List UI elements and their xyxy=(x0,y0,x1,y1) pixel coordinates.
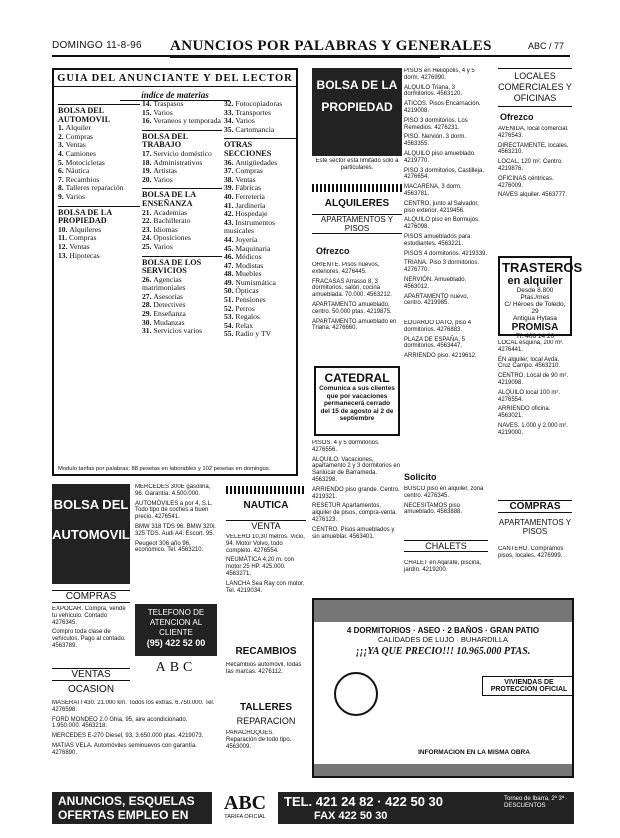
guide-index-number: 53. xyxy=(224,312,236,322)
ofrezco-heading-1: Ofrezco xyxy=(316,246,350,256)
guide-index-number: 7. xyxy=(58,174,66,184)
guide-index-number: 54. xyxy=(224,320,236,330)
guide-subtitle: índice de materias xyxy=(120,90,230,101)
guide-index-label: Ventas xyxy=(69,241,90,251)
guide-index-label: Náutica xyxy=(65,166,90,176)
alquileres-heading: ALQUILERES xyxy=(324,198,390,209)
guide-index-number: 43. xyxy=(224,217,236,227)
guide-index-number: 35. xyxy=(224,124,236,134)
guide-index-number: 27. xyxy=(142,291,154,301)
guide-index-number: 5. xyxy=(58,157,66,167)
promo-sub: CALIDADES DE LUJO · BUHARDILLA xyxy=(377,635,509,644)
guide-index-label: Detectives xyxy=(153,300,186,310)
footer-tel: TEL. 421 24 82 · 422 50 30 xyxy=(284,794,443,809)
guide-index-number: 28. xyxy=(142,300,154,310)
guide-index-label: Varios xyxy=(153,174,173,184)
guide-index-number: 17. xyxy=(142,148,154,158)
chalets-heading: CHALETS xyxy=(404,540,488,552)
guide-index-number: 31. xyxy=(142,326,154,336)
ofrezco-heading-2: Ofrezco xyxy=(500,112,534,122)
header-rule-2 xyxy=(170,55,440,58)
guide-index-label: Varios xyxy=(65,191,85,201)
nautica-text: VELERO 10,30 metros. Vicio, 94. Motor Volvo, todo completo. 4276554. NEUMÁTICA 4,20 m. con motor 25 HP. 425.000. 4563271. LANCHA Sea Ray con motor. Tel. 4219034. xyxy=(226,534,305,594)
guide-index-number: 23. xyxy=(142,224,154,234)
guide-index-label: Varios xyxy=(153,107,173,117)
guide-index-label: Artistas xyxy=(153,166,178,176)
guide-index-label: Agencias matrimoniales xyxy=(142,274,186,293)
guide-section-heading: BOLSA DE LA PROPIEDAD xyxy=(58,206,140,226)
bolsa-propiedad-banner: BOLSA DE LA PROPIEDAD xyxy=(312,68,402,156)
guide-index-label: Talleres reparación xyxy=(65,183,124,193)
guide-index-number: 24. xyxy=(142,233,154,243)
right-col-text-3: CANTERO. Compramos pisos, locales. 4276999. xyxy=(498,546,564,559)
guide-index-label: Ferretería xyxy=(235,191,265,201)
guide-index-label: Instrumentos musicales xyxy=(224,217,276,236)
guide-index-number: 9. xyxy=(58,191,66,201)
left-ads-text-1: MERCEDES 300E gasolina, 96. Garantía. 4.500.000. AUTOMÓVILES a por 4, S.L. Todo tipo de coches a buen precio. 4276541. BMW 318 TDS 96. BMW 320i. 325 TDS. Audi A4. Escort. 95. Peugeot 306 año 96, económico. Tel. 4563210. xyxy=(135,484,216,554)
bolsa-automovil-banner xyxy=(52,484,130,584)
guide-index-label: Numismática xyxy=(235,277,276,287)
guide-index-number: 41. xyxy=(224,200,236,210)
guide-index-number: 26. xyxy=(142,274,154,284)
guide-title: GUIA DEL ANUNCIANTE Y DEL LECTOR xyxy=(54,70,296,87)
guide-index-label: Transportes xyxy=(235,107,271,117)
guide-index-number: 19. xyxy=(142,166,154,176)
guide-section-heading: BOLSA DE LOS SERVICIOS xyxy=(142,256,222,276)
guide-index-label: Ventas xyxy=(235,174,256,184)
promo-header-band xyxy=(314,600,572,622)
guide-index-number: 22. xyxy=(142,216,154,226)
guide-index-label: Modistas xyxy=(235,260,264,270)
guide-index-number: 36. xyxy=(224,157,236,167)
trasteros-zona: Antigua Hytasa xyxy=(512,315,558,322)
guide-index-label: Enseñanza xyxy=(153,309,186,319)
footer-band xyxy=(52,792,574,824)
promisa-tel: Tf. 406 14 20 xyxy=(515,333,555,340)
guide-index-label: Jardinería xyxy=(235,200,266,210)
guide-index-item xyxy=(224,126,296,135)
guide-index-label: Fotocopiadoras xyxy=(235,99,283,108)
guide-index-item xyxy=(224,330,296,339)
guide-index-number: 37. xyxy=(224,166,236,176)
guide-index-number: 6. xyxy=(58,166,66,176)
guide-section-heading: BOLSA DEL TRABAJO xyxy=(142,130,222,150)
promo-info: INFORMACION EN LA MISMA OBRA xyxy=(418,749,530,756)
guide-footnote: Modulo tarifas por palabras: 88 pesetas en laborables y 102 pesetas en domingos. xyxy=(58,465,271,472)
guide-index-number: 2. xyxy=(58,131,66,141)
guide-index-number: 29. xyxy=(142,309,154,319)
guide-index-number: 46. xyxy=(224,252,236,262)
guide-index-label: Relax xyxy=(235,320,254,330)
guide-index-number: 20. xyxy=(142,174,154,184)
guide-index-number: 34. xyxy=(224,116,236,126)
footer-left-1: ANUNCIOS, ESQUELAS xyxy=(58,794,195,808)
promo-footer-band xyxy=(314,764,572,776)
guide-index-label: Mudanzas xyxy=(153,317,185,327)
guide-section-heading: BOLSA DEL AUTOMOVIL xyxy=(58,104,140,124)
compras-heading-right: COMPRAS xyxy=(498,500,572,513)
promo-logo xyxy=(334,672,378,716)
propiedad-intro: Este sector está limitado solo a particulares. xyxy=(315,158,399,171)
guide-index-label: Cartomancia xyxy=(235,124,275,134)
guide-index-label: Veraneos y temporada xyxy=(153,116,221,126)
header-date: DOMINGO 11-8-96 xyxy=(52,40,142,51)
talleres-heading: TALLERES xyxy=(239,702,293,713)
catedral-text: Comunica a sus clientes que por vacaciones permanecerá cerrado del 15 de agosto al 2 de septiembre xyxy=(319,385,395,422)
guide-index-number: 25. xyxy=(142,241,154,251)
trasteros-title: TRASTEROS xyxy=(502,260,583,275)
guide-index-number: 44. xyxy=(224,234,236,244)
guide-index-label: Compras xyxy=(65,131,94,141)
promisa-label: PROMISA xyxy=(511,322,559,333)
footer-fax: FAX 422 50 30 xyxy=(314,810,388,822)
guide-index-item xyxy=(142,176,222,185)
guide-index-label: Traspasos xyxy=(153,99,184,108)
guide-index-label: Médicos xyxy=(235,252,262,262)
promo-ad xyxy=(312,598,574,778)
catedral-ad xyxy=(314,366,400,436)
solicito-heading: Solicito xyxy=(404,472,437,482)
trasteros-ad xyxy=(498,256,583,340)
guide-column-1 xyxy=(58,100,140,260)
advertiser-guide xyxy=(52,68,298,476)
guide-index-number: 1. xyxy=(58,123,66,133)
middle-col-text-1: ORIENTE. Pisos nuevos, exteriores. 4276445. FRACASAS Arrasso 8, 3 dormitorios, salón, cocina amueblada. 70.000. 4563212. APARTAMENTO amueblado, centro. 50.000 ptas. 4219875. APARTAMENTO amueblado en Triana. 4276660. xyxy=(312,262,397,332)
guide-column-2 xyxy=(142,100,222,336)
guide-section-heading: BOLSA DE LA ENSEÑANZA xyxy=(142,188,222,208)
right-col-text-1: AVENIDA, local comercial. 4276543. DIRECTAMENTE, locales. 4563210. LOCAL, 120 m². Centro. 4219876. OFICINAS céntricas. 4276009. NAVES alquiler. 4563777. xyxy=(498,126,569,199)
nautica-heading: NAUTICA xyxy=(243,500,289,511)
abc-logo-small: ABC xyxy=(155,660,197,675)
guide-index-item xyxy=(142,276,222,293)
propiedad-bar xyxy=(312,184,402,192)
guide-index-number: 21. xyxy=(142,207,154,217)
guide-index-label: Servicios varios xyxy=(153,326,203,336)
guide-index-item xyxy=(142,117,222,126)
guide-index-label: Regalos xyxy=(235,312,260,322)
locales-heading: LOCALES COMERCIALES Y OFICINAS xyxy=(498,68,572,107)
guide-index-number: 55. xyxy=(224,329,236,339)
guide-index-number: 8. xyxy=(58,183,66,193)
guide-index-number: 12. xyxy=(58,241,70,251)
promo-side: VIVIENDAS DE PROTECCIÓN OFICIAL xyxy=(482,676,574,696)
guide-index-label: Antigüedades xyxy=(235,157,278,167)
guide-index-label: Bachillerato xyxy=(153,216,191,226)
bolsa-automovil-label: BOLSA DEL AUTOMOVIL xyxy=(52,497,130,542)
guide-index-label: Pensiones xyxy=(235,295,266,305)
guide-index-number: 42. xyxy=(224,209,236,219)
middle-right-text-2: EDUARDO DATO, piso 4 dormitorios. 4276883. PLAZA DE ESPAÑA, 5 dormitorios. 4563447. ARRIENDO piso. 4219612. xyxy=(404,320,477,360)
guide-index-number: 18. xyxy=(142,157,154,167)
apartamentos-heading-right: APARTAMENTOS Y PISOS xyxy=(498,518,572,536)
recambios-heading: RECAMBIOS xyxy=(235,646,297,657)
guide-index-number: 13. xyxy=(58,250,70,260)
guide-index-number: 16. xyxy=(142,116,154,126)
guide-index-number: 4. xyxy=(58,148,66,158)
guide-column-3 xyxy=(224,100,296,339)
guide-index-item xyxy=(142,327,222,336)
guide-index-label: Compras xyxy=(68,233,97,243)
guide-index-number: 48. xyxy=(224,269,236,279)
guide-index-label: Muebles xyxy=(235,269,262,279)
promo-price: ¡¡¡YA QUE PRECIO!!! 10.965.000 PTAS. xyxy=(355,646,531,657)
trasteros-sub: en alquiler xyxy=(507,275,563,287)
reparacion-heading: REPARACION xyxy=(236,716,296,726)
nautica-bar xyxy=(226,486,306,494)
guide-index-label: Compras xyxy=(235,166,263,176)
chalets-text: CHALET en Aljarafe, piscina, jardín. 4219200. xyxy=(404,560,482,573)
guide-index-number: 11. xyxy=(58,233,69,243)
guide-index-label: Recambios xyxy=(65,174,100,184)
footer-left-2: OFERTAS EMPLEO EN xyxy=(58,808,189,822)
guide-index-label: Maquinaria xyxy=(235,243,271,253)
guide-index-item xyxy=(58,252,140,261)
trasteros-desde: Desde 8.800 Ptas./mes xyxy=(516,287,554,301)
guide-index-label: Motocicletas xyxy=(65,157,105,167)
guide-index-number: 3. xyxy=(58,140,66,150)
guide-index-label: Alquileres xyxy=(69,224,102,234)
guide-index-number: 15. xyxy=(142,107,154,117)
guide-index-number: 39. xyxy=(224,183,236,193)
guide-index-label: Oposiciones xyxy=(153,233,191,243)
page-title: ANUNCIOS POR PALABRAS Y GENERALES xyxy=(170,38,492,54)
guide-index-number: 38. xyxy=(224,174,236,184)
guide-index-label: Ventas xyxy=(65,140,86,150)
guide-index-label: Ópticas xyxy=(235,286,259,296)
talleres-text: PARACHOQUES. Reparación de todo tipo. 4563009. xyxy=(226,730,292,750)
telefono-atencion-ad: TELEFONO DE ATENCION AL CLIENTE (95) 422 52 00 xyxy=(135,604,217,656)
middle-right-text-1: PISOS en Heliópolis, 4 y 5 dorm. 4276990. ALQUILO Triana, 3 dormitorios. 4563120. ATICOS. Pisos Encarnación. 4219008. PISO 3 dormitorios. Los Remedios. 4276231. PISO. Nervión. 3 dorm. 4563355. ALQUILO piso amueblado. 4219770. PISO 3 dormitorios, Castilleja. 4276654. MACARENA, 3 dorm. 4563781. CENTRO, junto al Salvador, piso exterior. 4219456. ALQUILO piso en Bormujos. 4276098. PISOS amueblados para estudiantes. 4563221. PISOS 4 dormitorios. 4219339. TRIANA. Piso 3 dormitorios. 4276770. NERVIÓN. Amueblado. 4563012. APARTAMENTO nuevo, centro. 4219985. xyxy=(404,68,488,307)
middle-col-text-2: PISOS. 4 y 5 dormitorios. 4276556. ALQUILO. Vacaciones, apartamento 2 y 3 dormitorios en Sanlúcar de Barrameda. 4563298. ARRIENDO piso grande. Centro. 4219321. RESETUR Apartamentos, alquiler de pisos, compra-venta. 4276123. CENTRO. Pisos amueblados y sin amueblar. 4563401. xyxy=(312,440,401,540)
guide-index-number: 10. xyxy=(58,224,70,234)
guide-index-label: Servicio doméstico xyxy=(153,148,212,158)
guide-index-label: Varios xyxy=(235,116,255,126)
guide-index-item xyxy=(58,193,140,202)
compras-heading: COMPRAS xyxy=(52,590,130,603)
guide-index-label: Idiomas xyxy=(153,224,178,234)
guide-index-label: Camiones xyxy=(65,148,96,158)
guide-index-label: Asesorías xyxy=(153,291,183,301)
right-col-text-2: LOCAL esquina, 200 m². 4276441. EN alquiler, local Avda. Cruz Campo. 4563210. CENTRO. Local de 90 m². 4219098. ALQUILO local 100 m². 4276554. ARRIENDO oficina. 4563021. NAVES. 1.000 y 2.000 m². 4219000. xyxy=(498,340,569,436)
recambios-text: Recambios automóvil, todas las marcas. 4276112. xyxy=(226,662,302,675)
guide-index-number: 14. xyxy=(142,99,154,108)
footer-right: Torneo de Ibarra, 2º 3ª · DESCUENTOS xyxy=(504,796,568,809)
page-number: ABC / 77 xyxy=(528,41,565,51)
guide-index-label: Administrativos xyxy=(153,157,203,167)
guide-index-label: Alquiler xyxy=(65,123,91,133)
guide-index-label: Hospedaje xyxy=(235,209,268,219)
guide-index-number: 40. xyxy=(224,191,236,201)
guide-index-number: 45. xyxy=(224,243,236,253)
guide-index-label: Varios xyxy=(153,241,173,251)
guide-index-label: Radio y TV xyxy=(235,329,272,339)
guide-index-item xyxy=(224,219,296,236)
guide-index-number: 30. xyxy=(142,317,154,327)
guide-index-number: 51. xyxy=(224,295,236,305)
guide-index-number: 33. xyxy=(224,107,236,117)
promo-headline: 4 DORMITORIOS · ASEO · 2 BAÑOS · GRAN PATIO xyxy=(346,626,540,635)
solicito-text: BUSCO piso en alquiler, zona centro. 4276345. NECESITAMOS piso amueblado. 4563888. xyxy=(404,486,484,516)
guide-index-number: 52. xyxy=(224,303,236,313)
catedral-title: CATEDRAL xyxy=(324,371,390,385)
ventas-text: MASERATI 430. 21.000 km. Todos los extras. 6.750.000. Tel. 4276598. FORD MONDEO 2.0 Ghia, 95, aire acondicionado. 1.950.000. 4563218. MERCEDES E-270 Diesel, 93, 3.650.000 ptas. 4219073. MATIAS VELA. Automóviles seminuevos con garantía. 4276890. xyxy=(52,700,215,756)
guide-index-number: 50. xyxy=(224,286,236,296)
venta-heading: VENTA xyxy=(226,520,306,531)
ventas-heading: VENTAS xyxy=(52,668,130,681)
apartamentos-heading: APARTAMENTOS Y PISOS xyxy=(312,214,402,234)
guide-index-label: Academias xyxy=(153,207,188,217)
guide-section-heading: OTRAS SECCIONES xyxy=(224,138,296,158)
compras-text: EXPOCAR. Compra, vende tu vehículo. Contado 4276345. Compro toda clase de vehículos. Pago al contado. 4563789. xyxy=(52,606,126,649)
ocasion-heading: OCASION xyxy=(67,684,115,695)
guide-index-label: Perros xyxy=(235,303,255,313)
guide-index-number: 47. xyxy=(224,260,236,270)
guide-index-label: Joyería xyxy=(235,234,258,244)
guide-index-number: 49. xyxy=(224,277,236,287)
guide-index-item xyxy=(142,243,222,252)
guide-index-label: Fábricas xyxy=(235,183,262,193)
guide-index-label: Hipotecas xyxy=(69,250,100,260)
guide-index-number: 32. xyxy=(224,99,236,108)
footer-abc-logo: ABC TARIFA OFICIAL xyxy=(212,792,278,824)
trasteros-calle: C/ Héroes de Toledo, 29 xyxy=(504,301,566,315)
